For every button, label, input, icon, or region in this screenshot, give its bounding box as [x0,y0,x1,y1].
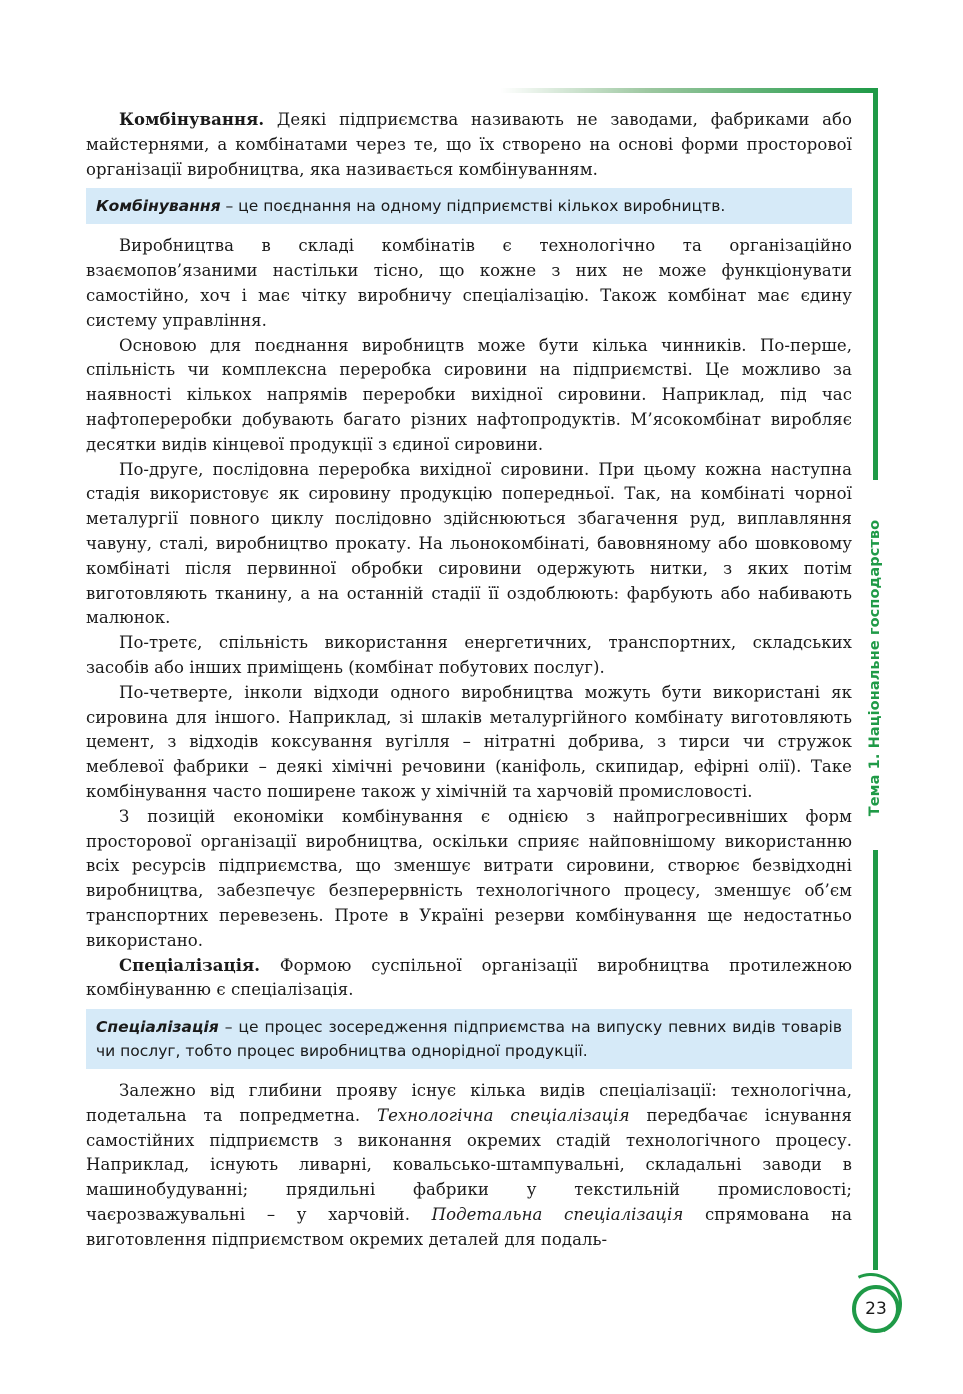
paragraph-combining-intro [86,108,852,182]
margin-rule-lower [873,850,878,1270]
paragraph: З позицій економіки комбінування є однією з найпрогресивніших форм просторової організації виробництва, оскільки сприяє найповнішому використанню всіх ресурсів підприємства, що зменшує витрати сировини, створює безвідходні виробництва, забезпечує безперервність технологічного процесу, зменшує об’єм транспортних перевезень. Проте в Україні резерви комбінування ще недостатньо використано. [86,806,852,950]
page-number: 23 [865,1299,887,1319]
term-heading-specialization: Спеціалізація. [119,955,261,975]
definition-box-specialization [86,1009,852,1069]
italic-term: Технологічна спеціалізація [377,1105,630,1125]
definition-text: – це поєднання на одному підприємстві кількох виробництв. [220,197,726,216]
running-section-title: Тема 1. Національне господарство [867,519,883,817]
paragraph: По-четверте, інколи відходи одного виробництва можуть бути використані як сировина для іншого. Наприклад, зі шлаків металургійного комбінату виготовляють цемент, з відходів коксування вугілля – нітратні добрива, з тирси чи стружок меблевої фабрики – деякі хімічні речовини (каніфоль, скипидар, ефірні олії). Таке комбінування часто поширене також у хімічній та харчовій промисловості. [86,682,852,801]
term-heading-combining: Комбінування. [119,110,265,129]
paragraph: По-третє, спільність використання енергетичних, транспортних, складських засобів або інших приміщень (комбінат побутових послуг). [86,633,852,677]
header-accent-line [500,88,874,93]
definition-term: Спеціалізація [96,1018,219,1037]
paragraph-specialization-types [86,1079,852,1253]
paragraph: Основою для поєднання виробництв може бути кілька чинників. По-перше, спільність чи комплексна переробка сировини на підприємстві. Це можливо за наявності кількох напрямів переробки вихідної сировини. Наприклад, під час нафтопереробки добувають багато різних нафтопродуктів. М’ясокомбінат виробляє десятки видів кінцевої продукції з єдиної сировини. [86,335,852,454]
page-number-badge [852,1285,900,1333]
paragraph-specialization-intro [86,954,852,1004]
paragraph-text: спрямована на виготовлення підприємством окремих деталей для подаль- [86,1205,853,1249]
definition-text: – це процес зосередження підприємства на випуску певних видів товарів чи послуг, тобто процес виробництва однорідної продукції. [96,1018,842,1061]
margin-rule-upper [873,88,878,480]
paragraph-text: передбачає існування самостійних підприємств з виконання окремих стадій технологічного процесу. Наприклад, існують ливарні, ковальсько-штампувальні, складальні заводи в машинобудуванні; прядильні фабрики у текстильній промисловості; чаєрозважувальні – у харчовій. [86,1105,852,1225]
definition-box-combining [86,188,852,224]
paragraph: По-друге, послідовна переробка вихідної сировини. При цьому кожна наступна стадія використовує як сировину продукцію попередньої. Так, на комбінаті чорної металургії повного циклу послідовно здійснюються збагачення руд, виплавляння чавуну, сталі, виробництво прокату. На льонокомбінаті, бавовняному або шовковому комбінаті після первинної обробки сировини одержують нитки, з яких потім виготовляють тканину, а на останній стадії її оздоблюють: фарбують або набивають малюнок. [86,459,852,628]
paragraph-text: Формою суспільної організації виробництва протилежною комбінуванню є спеціалізація. [86,955,852,1000]
definition-term: Комбінування [96,197,221,216]
paragraph-text: Залежно від глибини прояву існує кілька видів спеціалізації: технологічна, подетальна та попредметна. [86,1081,852,1125]
paragraph: Виробництва в складі комбінатів є технологічно та організаційно взаємопов’язаними настільки тісно, що кожне з них не може функціонувати самостійно, хоч і має чітку виробничу спеціалізацію. Також комбінат має єдину систему управління. [86,236,852,330]
page-body [86,108,852,1253]
paragraph-text: Деякі підприємства називають не заводами, фабриками або майстернями, а комбінатами через те, що їх створено на основі форми просторової організації виробництва, яка називається комбінуванням. [86,110,852,179]
italic-term: Подетальна спеціалізація [431,1205,684,1225]
